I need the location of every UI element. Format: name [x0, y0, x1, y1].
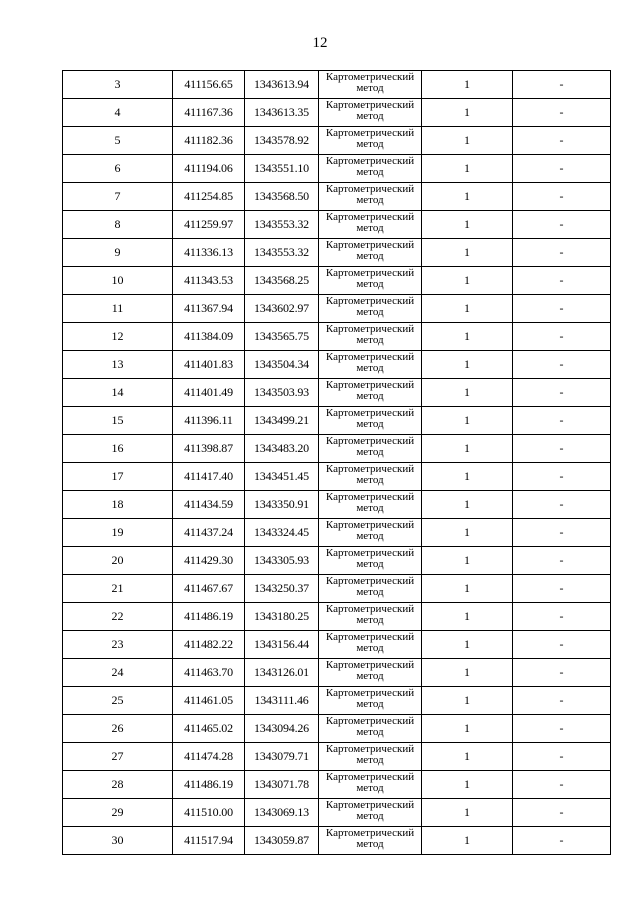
- x-coordinate-cell: 411434.59: [173, 491, 245, 519]
- table-row: [63, 435, 611, 463]
- method-line2: метод: [356, 782, 384, 794]
- method-line2: метод: [356, 698, 384, 710]
- point-number-cell: 17: [63, 463, 173, 491]
- table-row: [63, 519, 611, 547]
- y-coordinate-cell: 1343180.25: [245, 603, 319, 631]
- table-row: [63, 267, 611, 295]
- accuracy-count-cell: 1: [422, 155, 513, 183]
- method-line2: метод: [356, 334, 384, 346]
- point-number-cell: 3: [63, 71, 173, 99]
- dash-cell: -: [513, 295, 611, 323]
- table-row: [63, 771, 611, 799]
- x-coordinate-cell: 411437.24: [173, 519, 245, 547]
- method-cell: [319, 547, 422, 575]
- x-coordinate-cell: 411343.53: [173, 267, 245, 295]
- table-row: [63, 631, 611, 659]
- dash-cell: -: [513, 183, 611, 211]
- x-coordinate-cell: 411254.85: [173, 183, 245, 211]
- y-coordinate-cell: 1343553.32: [245, 211, 319, 239]
- y-coordinate-cell: 1343250.37: [245, 575, 319, 603]
- accuracy-count-cell: 1: [422, 99, 513, 127]
- dash-cell: -: [513, 547, 611, 575]
- method-line1: Картометрический: [325, 435, 415, 447]
- y-coordinate-cell: 1343305.93: [245, 547, 319, 575]
- dash-cell: -: [513, 407, 611, 435]
- method-line1: Картометрический: [325, 687, 415, 699]
- y-coordinate-cell: 1343094.26: [245, 715, 319, 743]
- method-cell: [319, 463, 422, 491]
- method-line2: метод: [356, 250, 384, 262]
- page-number: 12: [312, 35, 328, 51]
- y-coordinate-cell: 1343551.10: [245, 155, 319, 183]
- y-coordinate-cell: 1343503.93: [245, 379, 319, 407]
- accuracy-count-cell: 1: [422, 351, 513, 379]
- x-coordinate-cell: 411167.36: [173, 99, 245, 127]
- y-coordinate-cell: 1343499.21: [245, 407, 319, 435]
- x-coordinate-cell: 411401.49: [173, 379, 245, 407]
- method-cell: [319, 715, 422, 743]
- method-cell: [319, 435, 422, 463]
- y-coordinate-cell: 1343602.97: [245, 295, 319, 323]
- method-cell: [319, 239, 422, 267]
- method-line1: Картометрический: [325, 155, 415, 167]
- point-number-cell: 27: [63, 743, 173, 771]
- x-coordinate-cell: 411517.94: [173, 827, 245, 855]
- method-cell: [319, 71, 422, 99]
- accuracy-count-cell: 1: [422, 127, 513, 155]
- method-line2: метод: [356, 754, 384, 766]
- method-line1: Картометрический: [325, 351, 415, 363]
- x-coordinate-cell: 411384.09: [173, 323, 245, 351]
- method-line2: метод: [356, 726, 384, 738]
- dash-cell: -: [513, 687, 611, 715]
- dash-cell: -: [513, 659, 611, 687]
- method-cell: [319, 631, 422, 659]
- method-line1: Картометрический: [325, 743, 415, 755]
- method-cell: [319, 687, 422, 715]
- x-coordinate-cell: 411461.05: [173, 687, 245, 715]
- x-coordinate-cell: 411398.87: [173, 435, 245, 463]
- point-number-cell: 8: [63, 211, 173, 239]
- point-number-cell: 19: [63, 519, 173, 547]
- method-line2: метод: [356, 166, 384, 178]
- dash-cell: -: [513, 575, 611, 603]
- method-cell: [319, 155, 422, 183]
- table-row: [63, 463, 611, 491]
- point-number-cell: 25: [63, 687, 173, 715]
- accuracy-count-cell: 1: [422, 603, 513, 631]
- method-line1: Картометрический: [325, 267, 415, 279]
- x-coordinate-cell: 411182.36: [173, 127, 245, 155]
- method-line2: метод: [356, 558, 384, 570]
- method-line1: Картометрический: [325, 463, 415, 475]
- table-row: [63, 799, 611, 827]
- y-coordinate-cell: 1343111.46: [245, 687, 319, 715]
- point-number-cell: 6: [63, 155, 173, 183]
- table-row: [63, 211, 611, 239]
- method-cell: [319, 659, 422, 687]
- method-cell: [319, 771, 422, 799]
- table-row: [63, 491, 611, 519]
- y-coordinate-cell: 1343324.45: [245, 519, 319, 547]
- accuracy-count-cell: 1: [422, 687, 513, 715]
- method-cell: [319, 379, 422, 407]
- accuracy-count-cell: 1: [422, 715, 513, 743]
- accuracy-count-cell: 1: [422, 575, 513, 603]
- table-row: [63, 407, 611, 435]
- x-coordinate-cell: 411429.30: [173, 547, 245, 575]
- method-cell: [319, 827, 422, 855]
- accuracy-count-cell: 1: [422, 407, 513, 435]
- y-coordinate-cell: 1343613.35: [245, 99, 319, 127]
- y-coordinate-cell: 1343126.01: [245, 659, 319, 687]
- point-number-cell: 5: [63, 127, 173, 155]
- point-number-cell: 24: [63, 659, 173, 687]
- point-number-cell: 21: [63, 575, 173, 603]
- dash-cell: -: [513, 463, 611, 491]
- method-line2: метод: [356, 810, 384, 822]
- method-cell: [319, 323, 422, 351]
- x-coordinate-cell: 411486.19: [173, 771, 245, 799]
- y-coordinate-cell: 1343071.78: [245, 771, 319, 799]
- point-number-cell: 18: [63, 491, 173, 519]
- dash-cell: -: [513, 211, 611, 239]
- table-row: [63, 687, 611, 715]
- dash-cell: -: [513, 771, 611, 799]
- method-line1: Картометрический: [325, 771, 415, 783]
- method-cell: [319, 99, 422, 127]
- x-coordinate-cell: 411259.97: [173, 211, 245, 239]
- method-cell: [319, 743, 422, 771]
- accuracy-count-cell: 1: [422, 519, 513, 547]
- method-line2: метод: [356, 614, 384, 626]
- method-line1: Картометрический: [325, 603, 415, 615]
- method-line2: метод: [356, 138, 384, 150]
- table-row: [63, 127, 611, 155]
- method-line1: Картометрический: [325, 211, 415, 223]
- accuracy-count-cell: 1: [422, 267, 513, 295]
- table-row: [63, 183, 611, 211]
- x-coordinate-cell: 411465.02: [173, 715, 245, 743]
- accuracy-count-cell: 1: [422, 463, 513, 491]
- accuracy-count-cell: 1: [422, 659, 513, 687]
- dash-cell: -: [513, 715, 611, 743]
- method-line1: Картометрический: [325, 71, 415, 83]
- x-coordinate-cell: 411401.83: [173, 351, 245, 379]
- point-number-cell: 23: [63, 631, 173, 659]
- dash-cell: -: [513, 239, 611, 267]
- point-number-cell: 20: [63, 547, 173, 575]
- table-row: [63, 239, 611, 267]
- y-coordinate-cell: 1343059.87: [245, 827, 319, 855]
- method-cell: [319, 351, 422, 379]
- x-coordinate-cell: 411367.94: [173, 295, 245, 323]
- method-line1: Картометрический: [325, 715, 415, 727]
- y-coordinate-cell: 1343613.94: [245, 71, 319, 99]
- dash-cell: -: [513, 631, 611, 659]
- method-line2: метод: [356, 362, 384, 374]
- dash-cell: -: [513, 267, 611, 295]
- coordinates-table-body: [63, 71, 611, 855]
- point-number-cell: 7: [63, 183, 173, 211]
- method-line1: Картометрический: [325, 547, 415, 559]
- accuracy-count-cell: 1: [422, 631, 513, 659]
- method-line1: Картометрический: [325, 575, 415, 587]
- accuracy-count-cell: 1: [422, 435, 513, 463]
- method-line1: Картометрический: [325, 659, 415, 671]
- y-coordinate-cell: 1343483.20: [245, 435, 319, 463]
- x-coordinate-cell: 411336.13: [173, 239, 245, 267]
- point-number-cell: 10: [63, 267, 173, 295]
- accuracy-count-cell: 1: [422, 239, 513, 267]
- table-row: [63, 603, 611, 631]
- method-line1: Картометрический: [325, 239, 415, 251]
- method-cell: [319, 491, 422, 519]
- table-row: [63, 351, 611, 379]
- method-line1: Картометрический: [325, 491, 415, 503]
- table-row: [63, 547, 611, 575]
- dash-cell: -: [513, 743, 611, 771]
- method-line2: метод: [356, 306, 384, 318]
- accuracy-count-cell: 1: [422, 771, 513, 799]
- accuracy-count-cell: 1: [422, 547, 513, 575]
- accuracy-count-cell: 1: [422, 323, 513, 351]
- method-line1: Картометрический: [325, 323, 415, 335]
- table-row: [63, 99, 611, 127]
- y-coordinate-cell: 1343451.45: [245, 463, 319, 491]
- accuracy-count-cell: 1: [422, 379, 513, 407]
- method-cell: [319, 211, 422, 239]
- method-line2: метод: [356, 642, 384, 654]
- dash-cell: -: [513, 71, 611, 99]
- point-number-cell: 15: [63, 407, 173, 435]
- dash-cell: -: [513, 491, 611, 519]
- table-row: [63, 715, 611, 743]
- method-line1: Картометрический: [325, 379, 415, 391]
- method-line2: метод: [356, 82, 384, 94]
- dash-cell: -: [513, 323, 611, 351]
- method-line1: Картометрический: [325, 99, 415, 111]
- table-row: [63, 659, 611, 687]
- x-coordinate-cell: 411417.40: [173, 463, 245, 491]
- y-coordinate-cell: 1343156.44: [245, 631, 319, 659]
- y-coordinate-cell: 1343079.71: [245, 743, 319, 771]
- dash-cell: -: [513, 351, 611, 379]
- x-coordinate-cell: 411156.65: [173, 71, 245, 99]
- method-line1: Картометрический: [325, 519, 415, 531]
- method-line1: Картометрический: [325, 183, 415, 195]
- method-line2: метод: [356, 222, 384, 234]
- method-line2: метод: [356, 110, 384, 122]
- coordinates-table: [62, 70, 611, 855]
- point-number-cell: 4: [63, 99, 173, 127]
- dash-cell: -: [513, 799, 611, 827]
- y-coordinate-cell: 1343504.34: [245, 351, 319, 379]
- method-line2: метод: [356, 278, 384, 290]
- method-line2: метод: [356, 530, 384, 542]
- method-cell: [319, 519, 422, 547]
- point-number-cell: 12: [63, 323, 173, 351]
- x-coordinate-cell: 411463.70: [173, 659, 245, 687]
- table-row: [63, 575, 611, 603]
- x-coordinate-cell: 411486.19: [173, 603, 245, 631]
- method-line2: метод: [356, 586, 384, 598]
- accuracy-count-cell: 1: [422, 827, 513, 855]
- table-row: [63, 71, 611, 99]
- method-line2: метод: [356, 474, 384, 486]
- accuracy-count-cell: 1: [422, 183, 513, 211]
- method-cell: [319, 295, 422, 323]
- accuracy-count-cell: 1: [422, 491, 513, 519]
- method-line1: Картометрический: [325, 407, 415, 419]
- table-row: [63, 379, 611, 407]
- method-line2: метод: [356, 502, 384, 514]
- table-row: [63, 827, 611, 855]
- y-coordinate-cell: 1343565.75: [245, 323, 319, 351]
- x-coordinate-cell: 411510.00: [173, 799, 245, 827]
- accuracy-count-cell: 1: [422, 211, 513, 239]
- point-number-cell: 22: [63, 603, 173, 631]
- y-coordinate-cell: 1343553.32: [245, 239, 319, 267]
- point-number-cell: 28: [63, 771, 173, 799]
- method-line2: метод: [356, 446, 384, 458]
- dash-cell: -: [513, 827, 611, 855]
- method-line2: метод: [356, 670, 384, 682]
- table-row: [63, 323, 611, 351]
- y-coordinate-cell: 1343578.92: [245, 127, 319, 155]
- dash-cell: -: [513, 435, 611, 463]
- method-line1: Картометрический: [325, 827, 415, 839]
- accuracy-count-cell: 1: [422, 295, 513, 323]
- x-coordinate-cell: 411467.67: [173, 575, 245, 603]
- dash-cell: -: [513, 379, 611, 407]
- point-number-cell: 30: [63, 827, 173, 855]
- method-cell: [319, 183, 422, 211]
- y-coordinate-cell: 1343350.91: [245, 491, 319, 519]
- accuracy-count-cell: 1: [422, 799, 513, 827]
- point-number-cell: 29: [63, 799, 173, 827]
- method-cell: [319, 603, 422, 631]
- x-coordinate-cell: 411482.22: [173, 631, 245, 659]
- method-line2: метод: [356, 194, 384, 206]
- method-line1: Картометрический: [325, 799, 415, 811]
- accuracy-count-cell: 1: [422, 71, 513, 99]
- accuracy-count-cell: 1: [422, 743, 513, 771]
- method-line1: Картометрический: [325, 127, 415, 139]
- point-number-cell: 11: [63, 295, 173, 323]
- dash-cell: -: [513, 99, 611, 127]
- point-number-cell: 26: [63, 715, 173, 743]
- x-coordinate-cell: 411194.06: [173, 155, 245, 183]
- x-coordinate-cell: 411396.11: [173, 407, 245, 435]
- method-cell: [319, 267, 422, 295]
- method-cell: [319, 799, 422, 827]
- table-row: [63, 155, 611, 183]
- table-row: [63, 743, 611, 771]
- point-number-cell: 9: [63, 239, 173, 267]
- table-row: [63, 295, 611, 323]
- dash-cell: -: [513, 519, 611, 547]
- y-coordinate-cell: 1343069.13: [245, 799, 319, 827]
- method-line2: метод: [356, 418, 384, 430]
- dash-cell: -: [513, 155, 611, 183]
- method-cell: [319, 575, 422, 603]
- point-number-cell: 13: [63, 351, 173, 379]
- method-line2: метод: [356, 390, 384, 402]
- y-coordinate-cell: 1343568.50: [245, 183, 319, 211]
- method-line1: Картометрический: [325, 295, 415, 307]
- y-coordinate-cell: 1343568.25: [245, 267, 319, 295]
- method-line2: метод: [356, 838, 384, 850]
- dash-cell: -: [513, 127, 611, 155]
- point-number-cell: 14: [63, 379, 173, 407]
- method-line1: Картометрический: [325, 631, 415, 643]
- point-number-cell: 16: [63, 435, 173, 463]
- method-cell: [319, 127, 422, 155]
- x-coordinate-cell: 411474.28: [173, 743, 245, 771]
- dash-cell: -: [513, 603, 611, 631]
- method-cell: [319, 407, 422, 435]
